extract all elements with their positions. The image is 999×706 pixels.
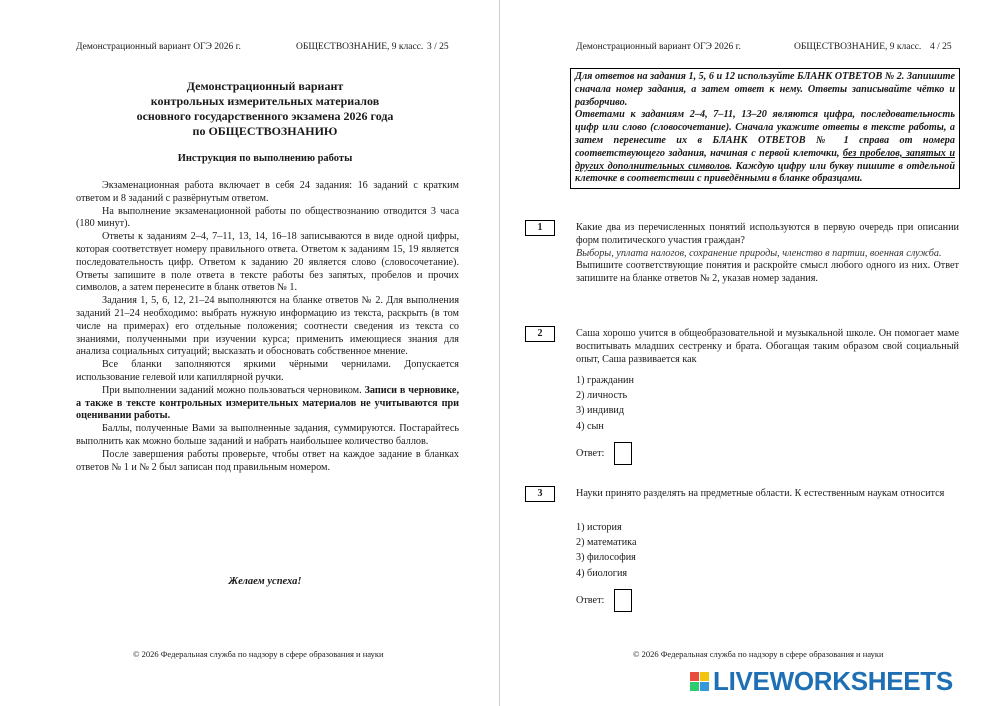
answer-label: Ответ:	[576, 448, 605, 459]
question-text: Науки принято разделять на предметные области. К естественным наукам относится	[576, 488, 945, 499]
answer-input-box[interactable]	[614, 589, 632, 612]
left-footer: © 2026 Федеральная служба по надзору в сфере образования и науки	[133, 649, 384, 659]
paragraph-bold-text: Записи в черновике, а также в тексте контрольных измерительных материалов не учитываются при оценивании работы.	[76, 384, 460, 422]
notice-text: Ответами к заданиям 2–4, 7–11, 13–20 являются цифра, последовательность цифр или слово (словосочетание). Сначала укажите ответы в тексте работы, а затем перенесите их в БЛАНК ОТВЕТОВ № 1 справа от номера соответствующего задания, начиная с первой клеточки,	[575, 109, 955, 159]
title-line: основного государственного экзамена 2026 года	[136, 109, 394, 123]
question-3-options	[576, 520, 637, 581]
logo-cube	[700, 672, 709, 681]
paragraph-text: При выполнении заданий можно пользоваться черновиком.	[102, 384, 365, 396]
answer-option: 1) история	[576, 522, 622, 533]
question-instruction: Выпишите соответствующие понятия и раскройте смысл любого одного из них. Ответ запишите на бланке ответов № 2, указав номер задания.	[576, 260, 959, 285]
logo-cube	[700, 682, 709, 691]
paragraph: Все бланки заполняются яркими чёрными чернилами. Допускается использование гелевой или капиллярной ручки.	[76, 359, 459, 383]
right-header-subject: ОБЩЕСТВОЗНАНИЕ, 9 класс.	[794, 42, 922, 52]
good-luck-text: Желаем успеха!	[228, 576, 302, 587]
question-number-2: 2	[525, 326, 555, 342]
answer-option: 4) биология	[576, 567, 628, 579]
paragraph: Баллы, полученные Вами за выполненные задания, суммируются. Постарайтесь выполнить как можно больше заданий и набрать наибольшее количество баллов.	[76, 423, 459, 447]
right-footer: © 2026 Федеральная служба по надзору в сфере образования и науки	[633, 649, 884, 659]
question-text: Какие два из перечисленных понятий используются в первую очередь при описании форм политического участия граждан?	[576, 222, 959, 246]
answer-label: Ответ:	[576, 595, 605, 606]
instructions-body	[76, 180, 459, 474]
question-text: Саша хорошо учится в общеобразовательной и музыкальной школе. Он помогает маме воспитывать младших сестренку и брата. Обогащая таким образом свой социальный опыт, Саша развивается как	[576, 328, 959, 365]
liveworksheets-logo	[690, 668, 953, 694]
left-page-number: 3 / 25	[427, 42, 449, 52]
answer-instructions-box	[570, 68, 960, 189]
paragraph: Экзаменационная работа включает в себя 24 задания: 16 заданий с кратким ответом и 8 заданий с развёрнутым ответом.	[76, 180, 459, 204]
question-1	[576, 222, 959, 286]
title-line: по ОБЩЕСТВОЗНАНИЮ	[192, 124, 338, 138]
notice-paragraph	[575, 109, 955, 186]
notice-underlined-text: без пробелов, запятых и других дополнительных символов	[575, 147, 955, 172]
right-page-number: 4 / 25	[930, 42, 952, 52]
left-header-subject: ОБЩЕСТВОЗНАНИЕ, 9 класс.	[296, 42, 424, 52]
question-2	[576, 328, 959, 366]
notice-paragraph: Для ответов на задания 1, 5, 6 и 12 используйте БЛАНК ОТВЕТОВ № 2. Запишите сначала номер задания, а затем ответ к нему. Ответы записывайте чётко и разборчиво.	[575, 71, 955, 108]
right-header-exam: Демонстрационный вариант ОГЭ 2026 г.	[576, 42, 741, 52]
question-3	[576, 488, 959, 501]
paragraph: Ответы к заданиям 2–4, 7–11, 13, 14, 16–18 записываются в виде одной цифры, которая соответствует номеру правильного ответа. Ответом к заданиям 15, 19 является последовательность цифр. Ответом к заданию 20 является слово (словосочетание). Ответы запишите в поле ответа в тексте работы без запятых, пробелов и прочих символов, а затем перенесите в бланк ответов № 1.	[76, 231, 459, 294]
logo-cube	[690, 682, 699, 691]
paragraph	[76, 385, 459, 423]
question-number-3: 3	[525, 486, 555, 502]
answer-input-box[interactable]	[614, 442, 632, 465]
notice-text: . Каждую цифру или букву пишите в отдельной клеточке в соответствии с приведёнными в бланке образцами.	[575, 160, 955, 185]
answer-option: 1) гражданин	[576, 375, 634, 386]
paragraph: На выполнение экзаменационной работы по обществознанию отводится 3 часа (180 минут).	[76, 205, 459, 230]
left-header-exam: Демонстрационный вариант ОГЭ 2026 г.	[76, 42, 241, 52]
document-title	[70, 79, 460, 139]
instructions-heading: Инструкция по выполнению работы	[177, 153, 353, 164]
title-line: контрольных измерительных материалов	[150, 94, 380, 108]
question-concept-list: Выборы, уплата налогов, сохранение природы, членство в партии, военная служба.	[576, 247, 942, 259]
answer-option: 2) математика	[576, 537, 637, 549]
answer-option: 4) сын	[576, 420, 604, 432]
question-2-options	[576, 373, 634, 434]
logo-cubes-icon	[690, 672, 709, 691]
title-line: Демонстрационный вариант	[186, 79, 344, 93]
logo-text: LIVEWORKSHEETS	[713, 666, 953, 696]
answer-option: 3) индивид	[576, 405, 625, 417]
answer-option: 2) личность	[576, 390, 628, 402]
question-3-answer	[576, 589, 632, 612]
logo-cube	[690, 672, 699, 681]
paragraph: Задания 1, 5, 6, 12, 21–24 выполняются на бланке ответов № 2. Для выполнения заданий 21–24 необходимо: выбрать нужную информацию из текста, раскрыть (в том числе на примерах) его отдельные положения; соотнести сведения из текста со знаниями, полученными при изучении курса; применить имеющиеся знания для анализа социальных ситуаций; высказать и обосновать собственное мнение.	[76, 295, 459, 358]
question-2-answer	[576, 442, 632, 465]
question-number-1: 1	[525, 220, 555, 236]
paragraph: После завершения работы проверьте, чтобы ответ на каждое задание в бланках ответов № 1 и № 2 был записан под правильным номером.	[76, 448, 459, 473]
answer-option: 3) философия	[576, 552, 636, 564]
